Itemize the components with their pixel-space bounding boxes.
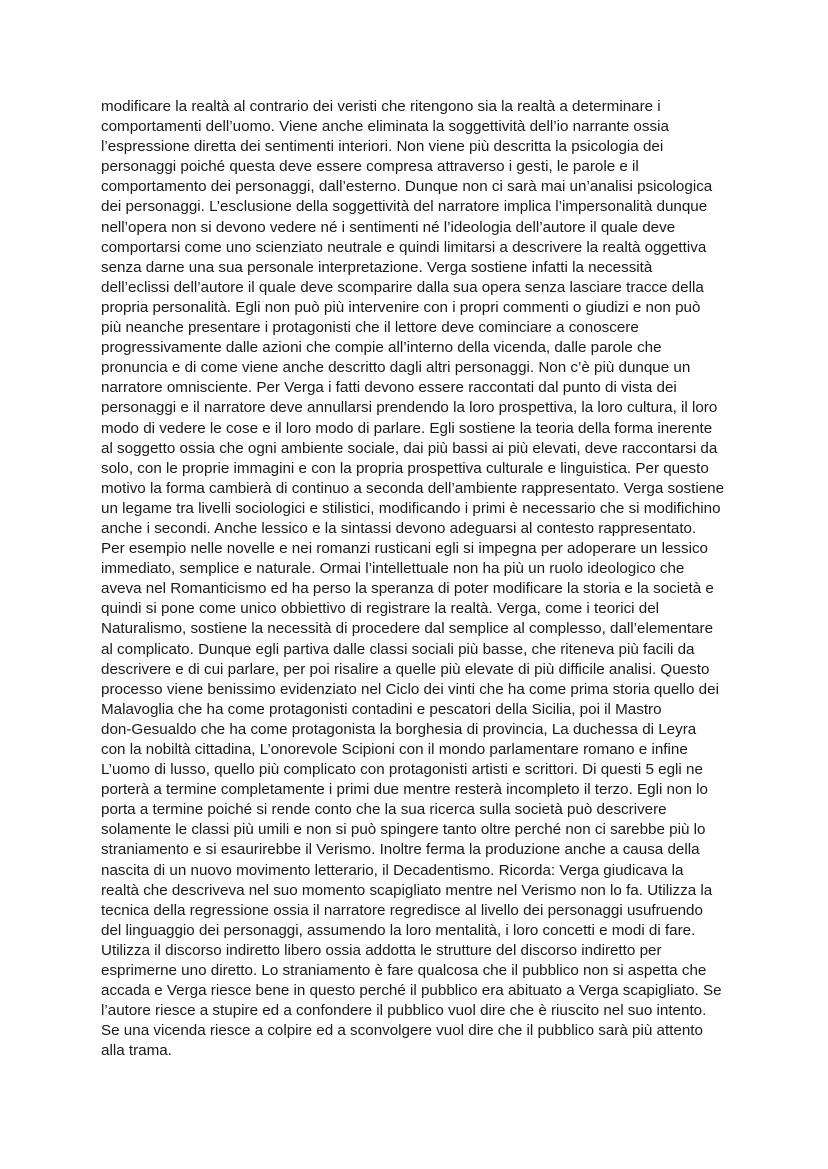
text-line: del linguaggio dei personaggi, assumendo la loro mentalità, i loro concetti e modi di fare. bbox=[101, 921, 696, 939]
text-line: porta a termine poiché si rende conto che la sua ricerca sulla società può descrivere bbox=[101, 801, 667, 819]
text-line: solamente le classi più umili e non si può spingere tanto oltre perché non ci sarebbe più lo bbox=[101, 821, 706, 839]
text-line: anche i secondi. Anche lessico e la sintassi devono adeguarsi al contesto rappresentato. bbox=[101, 519, 697, 537]
text-line: l’espressione diretta dei sentimenti interiori. Non viene più descritta la psicologia dei bbox=[101, 138, 664, 156]
text-line: propria personalità. Egli non può più intervenire con i propri commenti o giudizi e non può bbox=[101, 298, 701, 316]
text-line: narratore omnisciente. Per Verga i fatti devono essere raccontati dal punto di vista dei bbox=[101, 379, 677, 397]
text-line: senza darne una sua personale interpretazione. Verga sostiene infatti la necessità bbox=[101, 258, 653, 276]
text-line: immediato, semplice e naturale. Ormai l’intellettuale non ha più un ruolo ideologico che bbox=[101, 560, 685, 578]
text-line: solo, con le proprie immagini e con la propria prospettiva culturale e linguistica. Per questo bbox=[101, 459, 709, 477]
text-line: con la nobiltà cittadina, L’onorevole Scipioni con il mondo parlamentare romano e infine bbox=[101, 741, 688, 758]
text-line: dei personaggi. L’esclusione della soggettività del narratore implica l’impersonalità dunque bbox=[101, 198, 708, 216]
text-line: l’autore riesce a stupire ed a confondere il pubblico vuol dire che è riuscito nel suo intento. bbox=[101, 1002, 707, 1020]
text-line: motivo la forma cambierà di continuo a seconda dell’ambiente rappresentato. Verga sostiene bbox=[101, 479, 725, 497]
text-line: aveva nel Romanticismo ed ha perso la speranza di poter modificare la storia e la società e bbox=[101, 580, 714, 598]
text-line: nascita di un nuovo movimento letterario, il Decadentismo. Ricorda: Verga giudicava la bbox=[101, 861, 684, 879]
text-line: tecnica della regressione ossia il narratore regredisce al livello dei personaggi usufruendo bbox=[101, 901, 703, 919]
text-line: al complicato. Dunque egli partiva dalle classi sociali più basse, che riteneva più facili da bbox=[101, 640, 695, 658]
text-line: dell’eclissi dell’autore il quale deve scomparire dalla sua opera senza lasciare tracce della bbox=[101, 278, 704, 296]
text-line: un legame tra livelli sociologici e stilistici, modificando i primi è necessario che si modifichino bbox=[101, 499, 721, 517]
text-line: modo di vedere le cose e il loro modo di parlare. Egli sostiene la teoria della forma inerente bbox=[101, 419, 713, 437]
text-line: accada e Verga riesce bene in questo perché il pubblico era abituato a Verga scapigliato. Se bbox=[101, 982, 722, 1000]
text-line: L’uomo di lusso, quello più complicato con protagonisti artisti e scrittori. Di questi 5 egli ne bbox=[101, 761, 703, 779]
text-line: Per esempio nelle novelle e nei romanzi rusticani egli si impegna per adoperare un lessico bbox=[101, 540, 708, 558]
text-line: Malavoglia che ha come protagonisti contadini e pescatori della Sicilia, poi il Mastro bbox=[101, 700, 662, 718]
text-line: esprimerne uno diretto. Lo straniamento è fare qualcosa che il pubblico non si aspetta che bbox=[101, 962, 707, 980]
text-line: straniamento e si esaurirebbe il Verismo. Inoltre ferma la produzione anche a causa della bbox=[101, 841, 700, 859]
text-line: descrivere e di cui parlare, per poi risalire a quelle più elevate di più difficile analisi. Questo bbox=[101, 660, 710, 678]
text-line: comportarsi come uno scienziato neutrale e quindi limitarsi a descrivere la realtà oggettiva bbox=[101, 238, 707, 256]
text-line: nell’opera non si devono vedere né i sentimenti né l’ideologia dell’autore il quale deve bbox=[101, 218, 676, 236]
text-line: don-Gesualdo che ha come protagonista la borghesia di provincia, La duchessa di Leyra bbox=[101, 720, 697, 738]
text-line: al soggetto ossia che ogni ambiente sociale, dai più bassi ai più elevati, deve raccontarsi da bbox=[101, 439, 718, 457]
text-line: Se una vicenda riesce a colpire ed a sconvolgere vuol dire che il pubblico sarà più attento bbox=[101, 1022, 703, 1040]
text-line: Utilizza il discorso indiretto libero ossia addotta le strutture del discorso indiretto per bbox=[101, 941, 662, 959]
text-line: modificare la realtà al contrario dei veristi che ritengono sia la realtà a determinare i bbox=[101, 98, 661, 115]
text-line: personaggi poiché questa deve essere compresa attraverso i gesti, le parole e il bbox=[101, 158, 639, 176]
text-line: progressivamente dalle azioni che compie all’interno della vicenda, dalle parole che bbox=[101, 339, 662, 357]
text-line: Naturalismo, sostiene la necessità di procedere dal semplice al complesso, dall’elementare bbox=[101, 620, 714, 638]
text-line: quindi si pone come unico obbiettivo di registrare la realtà. Verga, come i teorici del bbox=[101, 600, 660, 618]
text-line: comportamenti dell’uomo. Viene anche eliminata la soggettività dell’io narrante ossia bbox=[101, 118, 669, 136]
text-line: più neanche presentare i protagonisti che il lettore deve cominciare a conoscere bbox=[101, 319, 639, 337]
text-line: comportamento dei personaggi, dall’esterno. Dunque non ci sarà mai un’analisi psicologica bbox=[101, 178, 713, 196]
text-line: processo viene benissimo evidenziato nel Ciclo dei vinti che ha come prima storia quello dei bbox=[101, 680, 719, 698]
text-line: realtà che descriveva nel suo momento scapigliato mentre nel Verismo non lo fa. Utilizza la bbox=[101, 881, 713, 899]
text-line: alla trama. bbox=[101, 1042, 172, 1060]
text-line: porterà a termine completamente i primi due mentre resterà incompleto il terzo. Egli non lo bbox=[101, 781, 708, 799]
text-line: pronuncia e di come viene anche descritto dagli altri personaggi. Non c’è più dunque un bbox=[101, 359, 691, 377]
body-text bbox=[101, 97, 741, 1062]
text-line: personaggi e il narratore deve annullarsi prendendo la loro prospettiva, la loro cultura, il loro bbox=[101, 399, 718, 417]
